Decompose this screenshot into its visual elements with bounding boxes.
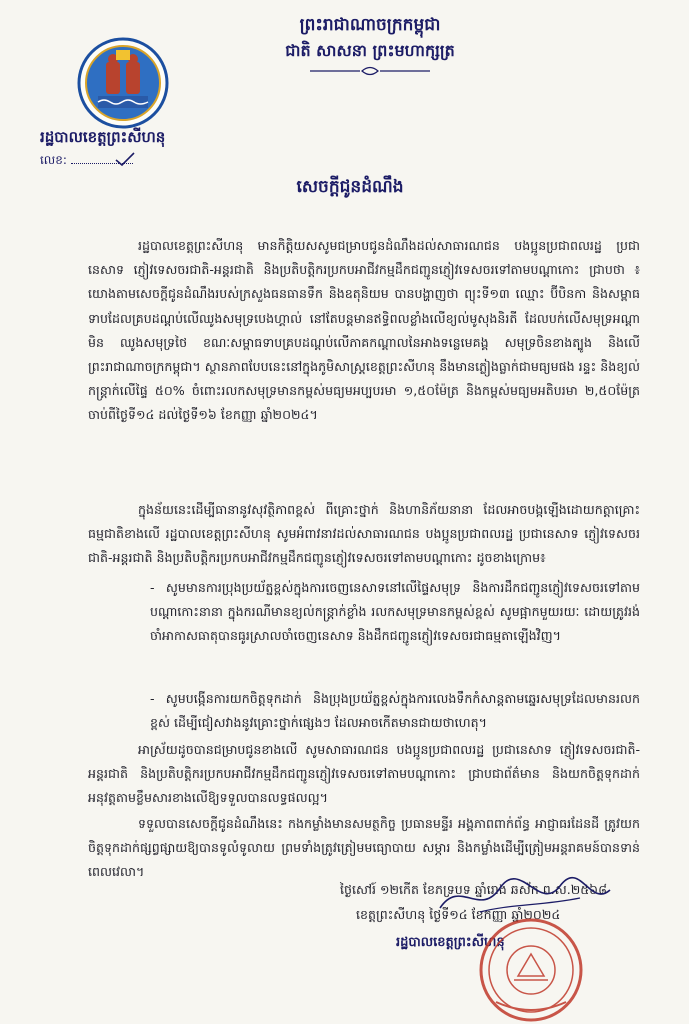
motto-heading: ជាតិ សាសនា ព្រះមហាក្សត្រ [285,41,455,60]
ornament-divider [300,64,440,78]
paragraph-3: អាស្រ័យដូចបានជម្រាបជូនខាងលើ សូមសាធារណជន បងប្អូនប្រជាពលរដ្ឋ ប្រជានេសាទ ភ្ញៀវទេសចរជាតិ-អន្តរជាតិ និងប្រតិបត្តិករប្រកបអាជីវកម្មដឹកជញ្ជូនភ្ញៀវទេសចរទៅតាមបណ្តាកោះ ជ្រាបជាព័ត៌មាន និងយកចិត្តទុកដាក់អនុវត្តតាមខ្លឹមសារខាងលើឱ្យទទួលបានលទ្ធផលល្អ។ [88,742,640,806]
kingdom-heading: ព្រះរាជាណាចក្រកម្ពុជា [299,15,441,35]
paragraph-2: ក្នុងន័យនេះដើម្បីធានានូវសុវត្ថិភាពខ្ពស់ ពីគ្រោះថ្នាក់ និងហានិភ័យនានា ដែលអាចបង្កឡើងដោយកត្តាគ្រោះធម្មជាតិខាងលើ រដ្ឋបាលខេត្តព្រះសីហនុ សូមអំពាវនាវដល់សាធារណជន បងប្អូនប្រជាពលរដ្ឋ ប្រជានេសាទ ភ្ញៀវទេសចរជាតិ-អន្តរជាតិ និងប្រតិបត្តិករប្រកបអាជីវកម្មដឹកជញ្ជូនភ្ញៀវទេសចរទៅតាមបណ្តាកោះ ដូចខាងក្រោម៖ [88,502,640,566]
solar-date: ខេត្តព្រះសីហនុ ថ្ងៃទី១៤ ខែកញ្ញា ឆ្នាំ២០២៤ [356,907,561,922]
paragraph-4: ទទួលបានសេចក្តីជូនដំណឹងនេះ កងកម្លាំងមានសមត្ថកិច្ច ប្រធានមន្ទីរ អង្គភាពពាក់ព័ន្ធ អាជ្ញាធរដែនដី ត្រូវយកចិត្តទុកដាក់ផ្សព្វផ្សាយឱ្យបានទូលំទូលាយ ព្រមទាំងត្រូវត្រៀមមធ្យោបាយ សម្ភារ និងកម្លាំងដើម្បីត្រៀមអន្តរាគមន៍បានទាន់ពេលវេលា។ [88,816,640,880]
bullet-item-1: - សូមមានការប្រុងប្រយ័ត្នខ្ពស់ក្នុងការចេញនេសាទនៅលើផ្ទៃសមុទ្រ និងការដឹកជញ្ជូនភ្ញៀវទេសចរទៅតាមបណ្តាកោះនានា ក្នុងករណីមានខ្យល់កន្ត្រាក់ខ្លាំង រលកសមុទ្រមានកម្ពស់ខ្ពស់ សូមផ្អាកមួយរយៈ ដោយត្រូវរង់ចាំអាកាសធាតុបានធូរស្រាលចាំចេញនេសាទ និងដឹកជញ្ជូនភ្ញៀវទេសចរជាធម្មតាឡើងវិញ។ [150,580,640,644]
official-red-stamp [466,910,596,1022]
signatory-title: រដ្ឋបាលខេត្តព្រះសីហនុ [396,935,505,950]
agency-name: រដ្ឋបាលខេត្តព្រះសីហនុ [40,128,166,146]
provincial-seal-logo [76,36,170,130]
reference-label: លេខ: [40,153,67,167]
check-mark-icon [114,151,136,167]
paragraph-1: រដ្ឋបាលខេត្តព្រះសីហនុ មានកិត្តិយសសូមជម្រាបជូនដំណឹងដល់សាធារណជន បងប្អូនប្រជាពលរដ្ឋ ប្រជានេសាទ ភ្ញៀវទេសចរជាតិ-អន្តរជាតិ និងប្រតិបត្តិករប្រកបអាជីវកម្មដឹកជញ្ជូនភ្ញៀវទេសចរទៅតាមបណ្តាកោះ ជ្រាបថា ៖ យោងតាមសេចក្តីជូនដំណឹងរបស់ក្រសួងធនធានទឹក និងឧតុនិយម បានបង្ហាញថា ព្យុះទី១៣ ឈ្មោះ ប៊ីបិនកា និងសម្ពាធទាបដែលគ្របដណ្តប់លើឈូងសមុទ្របេងហ្គាល់ នៅតែបន្តមានឥទ្ធិពលខ្លាំងលើខ្យល់មូសុងនិរតី ដែលបក់លើសមុទ្រអណ្តាមិន ឈូងសមុទ្រថៃ ខណៈសម្ពាធទាបគ្របដណ្តប់លើភាគកណ្តាលនៃអាងទន្លេមេគង្គ សមុទ្រចិនខាងត្បូង និងលើព្រះរាជាណាចក្រកម្ពុជា។ ស្ថានភាពបែបនេះនៅក្នុងភូមិសាស្ត្រខេត្តព្រះសីហនុ នឹងមានភ្លៀងធ្លាក់ជាមធ្យមផង រន្ទះ និងខ្យល់កន្ត្រាក់លើផ្ទៃ ៥០% ចំពោះរលកសមុទ្រមានកម្ពស់មធ្យមអប្បបរមា ១,៥០ម៉ែត្រ និងកម្ពស់មធ្យមអតិបរមា ២,៥០ម៉ែត្រ ចាប់ពីថ្ងៃទី១៤ ដល់ថ្ងៃទី១៦ ខែកញ្ញា ឆ្នាំ២០២៤។ [88,238,640,423]
lunar-date: ថ្ងៃសៅរ៍ ១២កើត ខែភទ្របទ ឆ្នាំរោង ឆស័ក ព.ស.២៥៦៨ [340,882,607,897]
document-title: សេចក្តីជូនដំណឹង [296,177,404,197]
bullet-item-2: - សូមបង្កើនការយកចិត្តទុកដាក់ និងប្រុងប្រយ័ត្នខ្ពស់ក្នុងការលេងទឹកកំសាន្តតាមឆ្នេរសមុទ្រដែលមានរលកខ្ពស់ ដើម្បីជៀសវាងនូវគ្រោះថ្នាក់ផ្សេងៗ ដែលអាចកើតមានជាយថាហេតុ។ [150,691,640,731]
